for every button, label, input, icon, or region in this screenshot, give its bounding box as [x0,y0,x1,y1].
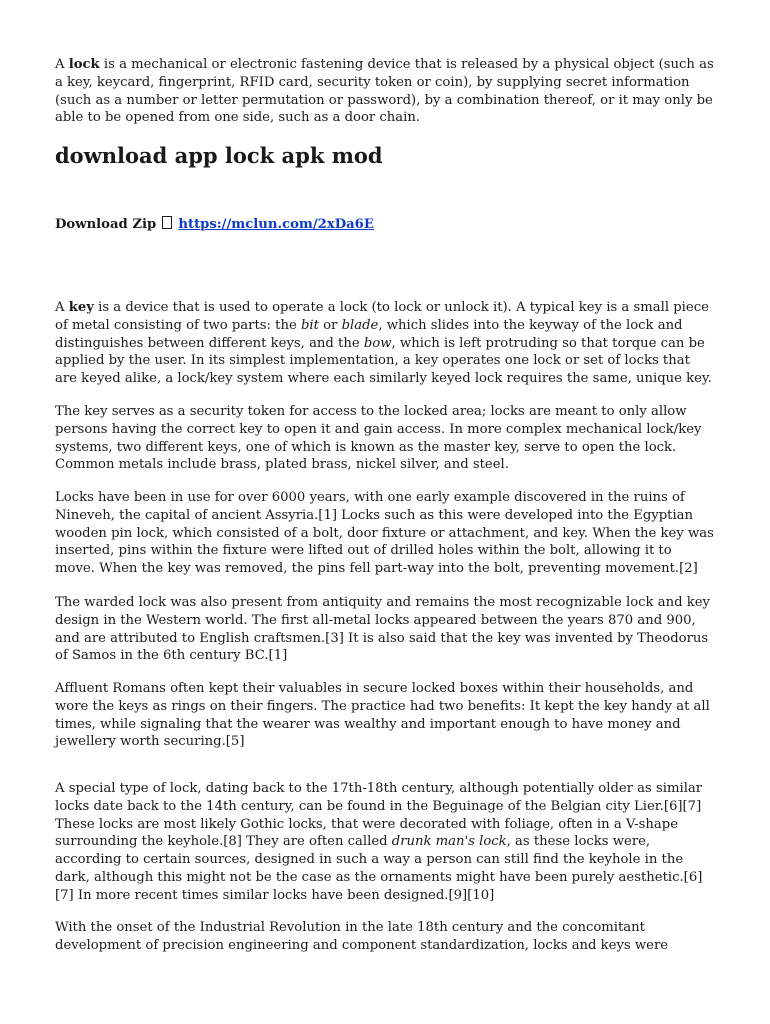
term-bow: bow [363,335,392,351]
box-glyph-icon [162,216,172,229]
download-label: Download Zip [55,217,157,232]
paragraph-romans: Affluent Romans often kept their valuables in secure locked boxes within their households, and wore the keys as rings on their fingers. The practice had two benefits: It kept the key handy at all times, while signaling that the wearer was wealthy and important enough to have money and jewellery worth securing.[5] [55,681,710,750]
intro-paragraph [55,56,715,127]
term-bit: bit [300,317,319,333]
intro-text-start: A [55,57,69,72]
term-drunk-mans-lock: drunk man's lock [391,834,507,850]
intro-text-rest: is a mechanical or electronic fastening device that is released by a physical object (such as a key, keycard, fingerprint, RFID card, security token or coin), by supplying secret information (such as a number or letter permutation or password), by a combination thereof, or it may only be able to be opened from one side, such as a door chain. [55,57,714,126]
paragraph-key [55,299,715,388]
term-key: key [68,300,94,315]
text-span: or [318,317,342,333]
intro-term-lock: lock [68,57,100,72]
paragraph-warded-lock: The warded lock was also present from antiquity and remains the most recognizable lock and key design in the Western world. The first all-metal locks appeared between the years 870 and 900, and are attributed to English craftsmen.[3] It is also said that the key was invented by Theodorus of Samos in the 6th century BC.[1] [55,595,710,664]
text-span: A special type of lock, dating back to the 17th-18th century, although potentially older as similar locks date back to the 14th century, can be found in the Beguinage of the Belgian city Lier.[6][7] These locks are most likely Gothic locks, that were decorated with foliage, often in a V-shape surrounding the keyhole.[8] They are often called [55,781,703,850]
term-blade: blade [341,317,379,333]
download-link[interactable]: https://mclun.com/2xDa6E [178,217,374,232]
paragraph-security-token: The key serves as a security token for access to the locked area; locks are meant to only allow persons having the correct key to open it and gain access. In more complex mechanical lock/key systems, two different keys, one of which is known as the master key, serve to open the lock. Common metals include brass, plated brass, nickel silver, and steel. [55,404,702,473]
text-span: A [55,300,69,315]
text-span: is a device that is used to operate a lock (to lock or unlock it). A typical key is a small piece of metal consisting of two parts: the [55,300,709,333]
page-title: download app lock apk mod [55,143,383,168]
text-span: , which is left protruding so that torque can be applied by the user. In its simplest implementation, a key operates one lock or set of locks that are keyed alike, a lock/key system where each similarly keyed lock requires the same, unique key. [55,335,712,387]
text-span: , as these locks were, according to certain sources, designed in such a way a person can still find the keyhole in the dark, although this might not be the case as the ornaments might have been purely aesthetic.[6][7] In more recent times similar locks have been designed.[9][10] [55,834,703,903]
paragraph-special-lock [55,780,715,905]
text-span: , which slides into the keyway of the lock and distinguishes between different keys, and the [55,317,683,351]
paragraph-industrial-revolution: With the onset of the Industrial Revolution in the late 18th century and the concomitant development of precision engineering and component standardization, locks and keys were [55,920,669,953]
paragraph-history: Locks have been in use for over 6000 years, with one early example discovered in the ruins of Nineveh, the capital of ancient Assyria.[1] Locks such as this were developed into the Egyptian wooden pin lock, which consisted of a bolt, door fixture or attachment, and key. When the key was inserted, pins within the fixture were lifted out of drilled holes within the bolt, allowing it to move. When the key was removed, the pins fell part-way into the bolt, preventing movement.[2] [55,490,714,577]
download-line [55,216,374,234]
